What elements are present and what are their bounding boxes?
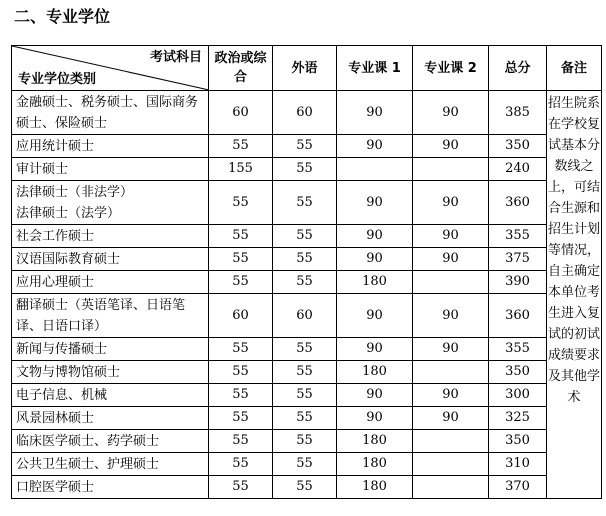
table-row	[12, 294, 602, 338]
politics-score-cell: 55	[209, 338, 273, 361]
politics-score-cell: 55	[209, 453, 273, 476]
header-major1: 专业课 1	[337, 46, 413, 91]
major2-score-cell	[413, 158, 489, 181]
foreign-score-cell: 55	[273, 225, 337, 248]
major1-score-cell: 180	[337, 453, 413, 476]
score-table	[11, 45, 602, 499]
major2-score-cell	[413, 430, 489, 453]
foreign-score-cell: 60	[273, 91, 337, 135]
politics-score-cell: 55	[209, 361, 273, 384]
category-cell: 法律硕士（非法学） 法律硕士（法学）	[12, 181, 209, 225]
total-score-cell: 350	[489, 135, 547, 158]
major1-score-cell: 90	[337, 294, 413, 338]
header-foreign: 外语	[273, 46, 337, 91]
major2-score-cell	[413, 361, 489, 384]
header-major2: 专业课 2	[413, 46, 489, 91]
major1-score-cell: 90	[337, 338, 413, 361]
table-row	[12, 476, 602, 499]
major2-score-cell: 90	[413, 407, 489, 430]
table-row	[12, 225, 602, 248]
major2-score-cell: 90	[413, 225, 489, 248]
major1-score-cell: 90	[337, 91, 413, 135]
header-politics: 政治或综合	[209, 46, 273, 91]
foreign-score-cell: 55	[273, 407, 337, 430]
politics-score-cell: 55	[209, 271, 273, 294]
table-row	[12, 384, 602, 407]
total-score-cell: 300	[489, 384, 547, 407]
total-score-cell: 350	[489, 430, 547, 453]
major2-score-cell	[413, 271, 489, 294]
table-row	[12, 135, 602, 158]
major2-score-cell: 90	[413, 91, 489, 135]
major1-score-cell: 180	[337, 476, 413, 499]
table-row	[12, 158, 602, 181]
politics-score-cell: 55	[209, 248, 273, 271]
total-score-cell: 375	[489, 248, 547, 271]
major1-score-cell: 180	[337, 271, 413, 294]
category-cell: 临床医学硕士、药学硕士	[12, 430, 209, 453]
major1-score-cell: 90	[337, 135, 413, 158]
header-subject: 考试科目	[149, 50, 202, 65]
total-score-cell: 240	[489, 158, 547, 181]
foreign-score-cell: 55	[273, 384, 337, 407]
total-score-cell: 370	[489, 476, 547, 499]
category-cell: 金融硕士、税务硕士、国际商务硕士、保险硕士	[12, 91, 209, 135]
foreign-score-cell: 60	[273, 294, 337, 338]
header-category: 专业学位类别	[18, 72, 97, 87]
foreign-score-cell: 55	[273, 271, 337, 294]
category-cell: 汉语国际教育硕士	[12, 248, 209, 271]
major1-score-cell: 90	[337, 248, 413, 271]
major1-score-cell: 90	[337, 181, 413, 225]
table-row	[12, 430, 602, 453]
major2-score-cell	[413, 453, 489, 476]
politics-score-cell: 60	[209, 294, 273, 338]
category-cell: 口腔医学硕士	[12, 476, 209, 499]
total-score-cell: 310	[489, 453, 547, 476]
category-cell: 审计硕士	[12, 158, 209, 181]
category-cell: 文物与博物馆硕士	[12, 361, 209, 384]
category-cell: 社会工作硕士	[12, 225, 209, 248]
foreign-score-cell: 55	[273, 453, 337, 476]
major2-score-cell: 90	[413, 248, 489, 271]
table-row	[12, 407, 602, 430]
major2-score-cell: 90	[413, 384, 489, 407]
politics-score-cell: 55	[209, 384, 273, 407]
category-cell: 新闻与传播硕士	[12, 338, 209, 361]
category-cell: 翻译硕士（英语笔译、日语笔译、日语口译）	[12, 294, 209, 338]
header-total: 总分	[489, 46, 547, 91]
total-score-cell: 325	[489, 407, 547, 430]
politics-score-cell: 55	[209, 476, 273, 499]
total-score-cell: 360	[489, 181, 547, 225]
major2-score-cell: 90	[413, 294, 489, 338]
major2-score-cell: 90	[413, 181, 489, 225]
table-row	[12, 338, 602, 361]
foreign-score-cell: 55	[273, 361, 337, 384]
header-diagonal-cell	[12, 46, 209, 91]
category-cell: 应用心理硕士	[12, 271, 209, 294]
table-row	[12, 271, 602, 294]
politics-score-cell: 55	[209, 181, 273, 225]
politics-score-cell: 155	[209, 158, 273, 181]
politics-score-cell: 55	[209, 407, 273, 430]
major1-score-cell: 90	[337, 384, 413, 407]
category-cell: 电子信息、机械	[12, 384, 209, 407]
major2-score-cell: 90	[413, 135, 489, 158]
table-row	[12, 361, 602, 384]
total-score-cell: 390	[489, 271, 547, 294]
major1-score-cell: 180	[337, 430, 413, 453]
table-row	[12, 453, 602, 476]
politics-score-cell: 55	[209, 135, 273, 158]
total-score-cell: 355	[489, 225, 547, 248]
total-score-cell: 385	[489, 91, 547, 135]
category-cell: 公共卫生硕士、护理硕士	[12, 453, 209, 476]
table-row	[12, 91, 602, 135]
category-cell: 风景园林硕士	[12, 407, 209, 430]
foreign-score-cell: 55	[273, 158, 337, 181]
total-score-cell: 360	[489, 294, 547, 338]
politics-score-cell: 55	[209, 225, 273, 248]
major1-score-cell: 90	[337, 225, 413, 248]
table-row	[12, 181, 602, 225]
table-header-row	[12, 46, 602, 91]
major2-score-cell	[413, 476, 489, 499]
foreign-score-cell: 55	[273, 181, 337, 225]
foreign-score-cell: 55	[273, 248, 337, 271]
total-score-cell: 355	[489, 338, 547, 361]
total-score-cell: 350	[489, 361, 547, 384]
major2-score-cell: 90	[413, 338, 489, 361]
politics-score-cell: 55	[209, 430, 273, 453]
table-row	[12, 248, 602, 271]
major1-score-cell: 180	[337, 361, 413, 384]
section-heading: 二、专业学位	[14, 7, 111, 26]
foreign-score-cell: 55	[273, 476, 337, 499]
header-remark: 备注	[547, 46, 602, 91]
remark-cell: 招生院系在学校复试基本分数线之上，可结合生源和招生计划等情况，自主确定本单位考生进入复试的初试成绩要求及其他学术	[547, 91, 602, 499]
politics-score-cell: 60	[209, 91, 273, 135]
foreign-score-cell: 55	[273, 430, 337, 453]
foreign-score-cell: 55	[273, 338, 337, 361]
major1-score-cell: 90	[337, 407, 413, 430]
category-cell: 应用统计硕士	[12, 135, 209, 158]
foreign-score-cell: 55	[273, 135, 337, 158]
major1-score-cell	[337, 158, 413, 181]
